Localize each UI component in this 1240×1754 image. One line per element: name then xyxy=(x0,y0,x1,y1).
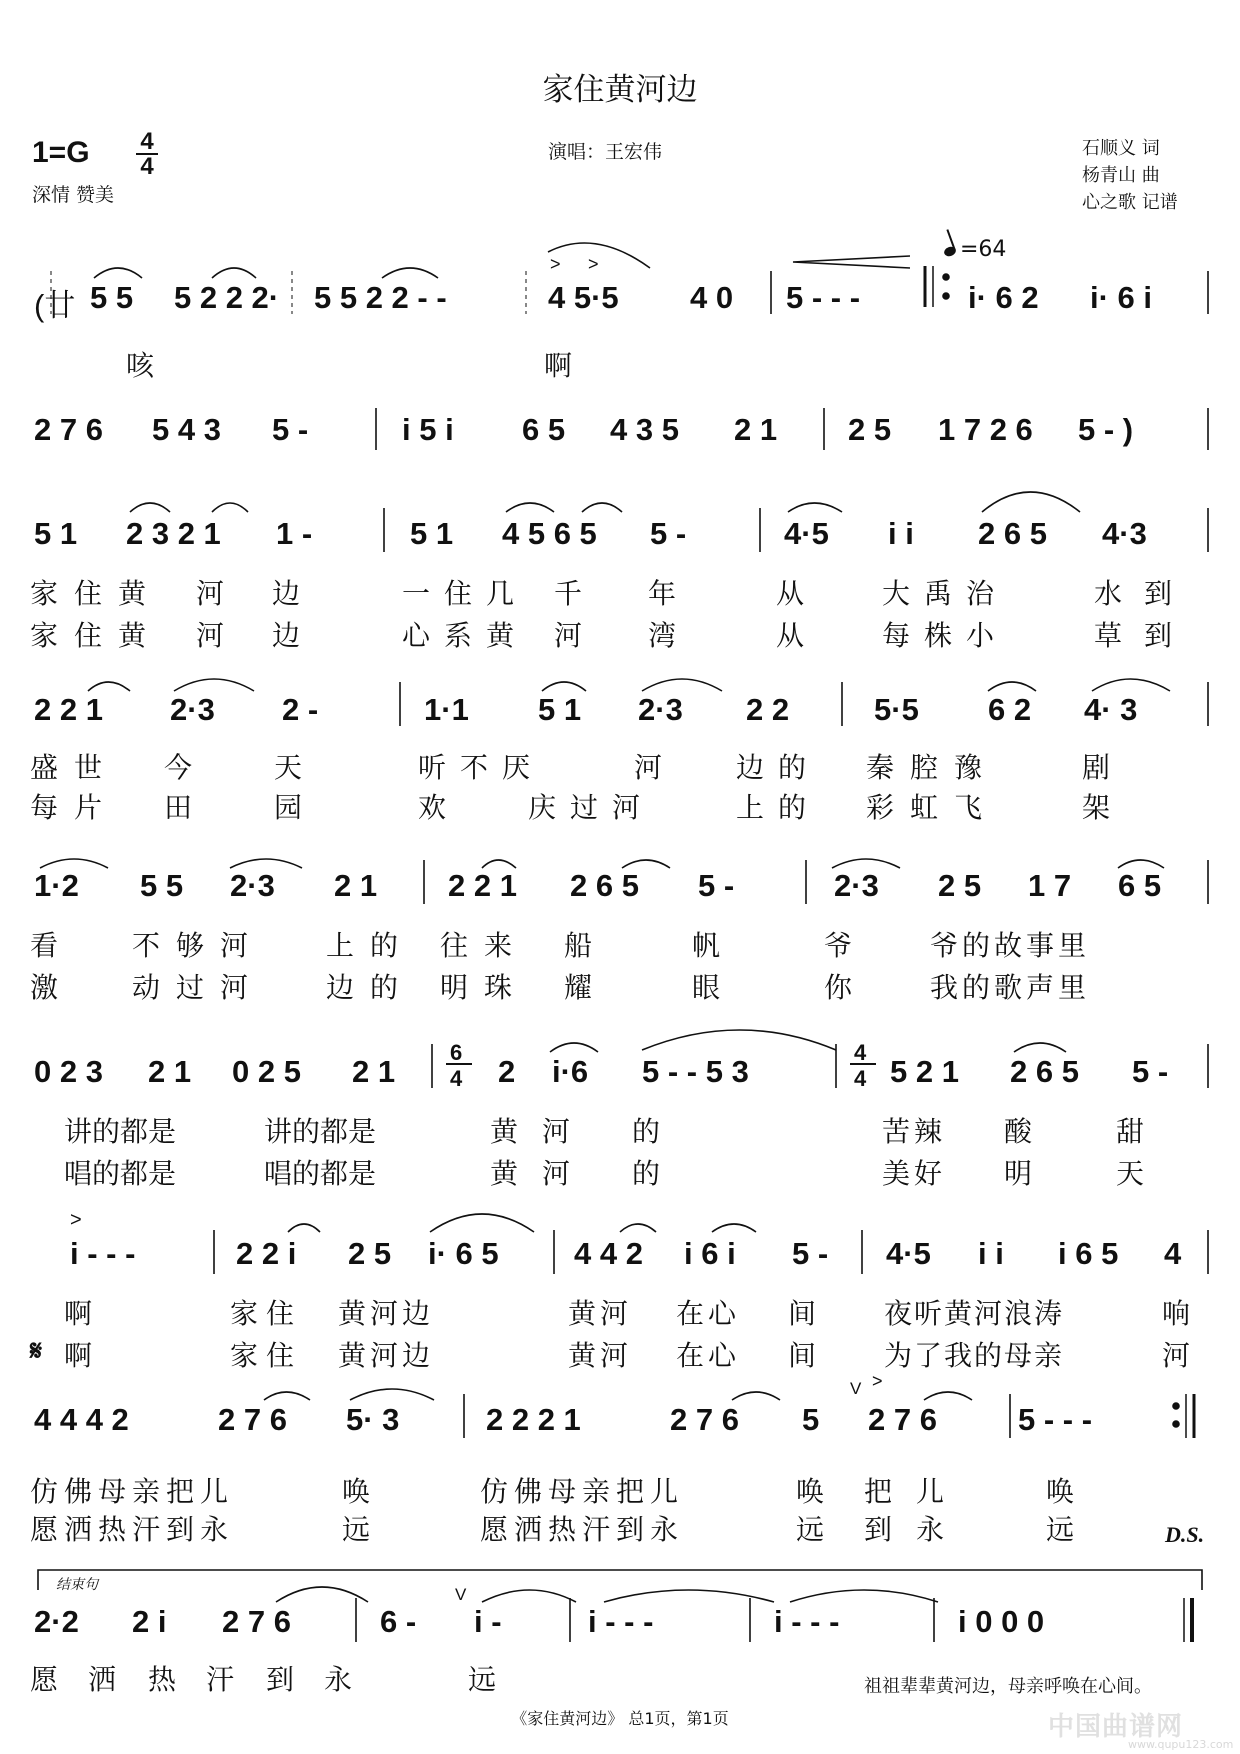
lyric-syllable: 爷的故事里 xyxy=(930,929,1091,962)
lyric-syllable: 架 xyxy=(1082,791,1111,824)
lyric-syllable: 夜听黄河浪涛 xyxy=(884,1297,1065,1330)
lyric-syllable: 彩虹飞 xyxy=(866,791,999,824)
note-group: i· 6 5 xyxy=(428,1236,499,1271)
note-group: 5 - xyxy=(792,1236,829,1271)
lyric-syllable: 一住几 xyxy=(402,577,529,610)
lyric-syllable: 草到 xyxy=(1094,619,1195,652)
note-group: 4·5 xyxy=(784,516,829,551)
lyric-syllable: 船 xyxy=(564,929,593,962)
note-group: 2 5 xyxy=(348,1236,392,1271)
lyric-syllable: 边的 xyxy=(736,751,821,784)
lyric-syllable: 永 xyxy=(324,1663,353,1696)
lyric-syllable: 每株小 xyxy=(882,619,1009,652)
lyric-syllable: 在心 xyxy=(676,1297,741,1330)
note-group: 2 7 6 xyxy=(868,1402,937,1437)
lyric-syllable: 爷 xyxy=(824,929,853,962)
lyric-syllable: 年 xyxy=(648,577,677,610)
song-title: 家住黄河边 xyxy=(542,72,698,108)
lyric-syllable: 不够河 xyxy=(132,929,265,962)
lyric-syllable: 欢 xyxy=(418,791,447,824)
note-group: 5 - xyxy=(698,868,735,903)
note-group: 2·3 xyxy=(170,692,215,727)
singer-credit: 演唱：王宏伟 xyxy=(548,141,663,163)
lyric-syllable: 田 xyxy=(164,791,193,824)
lyric-syllable: 园 xyxy=(274,791,303,824)
note-group: 5 - - - xyxy=(786,280,861,315)
lyric-syllable: 愿 xyxy=(30,1663,59,1696)
note-group: 5 1 xyxy=(410,516,454,551)
note-group: 2 2 i xyxy=(236,1236,297,1271)
lyric-syllable: 明 xyxy=(1004,1157,1033,1190)
lyric-syllable: 我的歌声里 xyxy=(930,971,1091,1004)
note-group: i 0 0 0 xyxy=(958,1604,1045,1639)
note-group: 2 2 xyxy=(746,692,790,727)
lyric-syllable: 听不厌 xyxy=(418,751,545,784)
lyric-syllable: 天 xyxy=(1116,1157,1145,1190)
note-group: 4 4 4 2 xyxy=(34,1402,129,1437)
meter-bottom: 4 xyxy=(450,1066,463,1091)
note-group: 5 5 xyxy=(140,868,184,903)
svg-text:>: > xyxy=(872,1371,883,1391)
tempo-value: =64 xyxy=(960,237,1007,262)
note-group: 5 1 xyxy=(34,516,78,551)
meter-top: 4 xyxy=(140,128,154,155)
lyric-syllable: 家住黄 xyxy=(30,619,163,652)
note-group: 1 7 xyxy=(1028,868,1072,903)
note-group: 2 i xyxy=(132,1604,167,1639)
note-group: 1 7 2 6 xyxy=(938,412,1033,447)
note-group: 2·3 xyxy=(834,868,879,903)
lyric-syllable: 河 xyxy=(196,619,225,652)
lyric-syllable: 上的 xyxy=(736,791,821,824)
composer-credit: 杨青山 曲 xyxy=(1082,165,1160,186)
meter-bottom: 4 xyxy=(140,153,154,180)
svg-text:>: > xyxy=(550,254,561,274)
lyric-syllable: 耀 xyxy=(564,971,593,1004)
lyric-syllable: 到 xyxy=(266,1663,295,1696)
note-group: 1·2 xyxy=(34,868,79,903)
lyric-syllable: 远 xyxy=(342,1513,371,1546)
note-group: 4 4 2 xyxy=(574,1236,643,1271)
dal-segno-marking: D.S. xyxy=(1165,1522,1205,1547)
lyric-syllable: 唱的都是 xyxy=(264,1157,377,1190)
note-group: 2 7 6 xyxy=(222,1604,291,1639)
lyric-syllable: 热 xyxy=(148,1663,177,1696)
lyric-syllable: 边的 xyxy=(326,971,415,1004)
note-group: 4 5·5 xyxy=(548,280,619,315)
note-group: 5 1 xyxy=(538,692,582,727)
svg-text:>: > xyxy=(588,254,599,274)
lyric-syllable: 河 xyxy=(554,619,583,652)
note-group: 5 - xyxy=(1132,1054,1169,1089)
note-group: 2 2 1 xyxy=(34,692,103,727)
lyric-syllable: 今 xyxy=(164,751,193,784)
slur xyxy=(548,243,650,268)
lyric-syllable: 远 xyxy=(1046,1513,1075,1546)
note-group: 5 5 2 2 - - xyxy=(314,280,447,315)
note-group: 5 5 xyxy=(90,280,134,315)
lyric-syllable: 往来 xyxy=(440,929,529,962)
lyric-syllable: 仿佛母亲把儿 xyxy=(480,1475,685,1508)
note-group: 4·5 xyxy=(886,1236,931,1271)
lyric-syllable: 明珠 xyxy=(440,971,529,1004)
lyric-syllable: 唤 xyxy=(796,1475,825,1508)
lyric-syllable: 湾 xyxy=(648,619,677,652)
note-group: 5 2 2 2· xyxy=(174,280,280,315)
key-signature: 1=G xyxy=(32,136,90,169)
note-group: 0 2 3 xyxy=(34,1054,103,1089)
lyric-syllable: 帆 xyxy=(692,929,721,962)
lyric-syllable: 美好 xyxy=(882,1157,947,1190)
note-group: 2 1 xyxy=(352,1054,396,1089)
crescendo-hairpin xyxy=(793,256,910,268)
svg-text:V: V xyxy=(455,1585,467,1604)
lyric-syllable: 的 xyxy=(632,1115,661,1148)
lyric-syllable: 间 xyxy=(788,1297,817,1330)
note-group: 5 2 1 xyxy=(890,1054,959,1089)
note-group: 2 5 xyxy=(848,412,892,447)
lyric-syllable: 愿洒热汗到永 xyxy=(30,1513,235,1546)
note-group: 2·3 xyxy=(230,868,275,903)
note-group: 2 7 6 xyxy=(218,1402,287,1437)
watermark-url: www.qupu123.com xyxy=(1128,1738,1234,1751)
lyric-syllable: 黄河边 xyxy=(338,1297,435,1330)
lyric-syllable: 汗 xyxy=(206,1663,235,1696)
watermark-logo: 中国曲谱网 xyxy=(1048,1712,1184,1742)
lyric-syllable: 甜 xyxy=(1116,1115,1145,1148)
lyric-syllable: 家住 xyxy=(230,1339,303,1372)
lyric-syllable: 大禹治 xyxy=(882,577,1009,610)
note-group: 4· 3 xyxy=(1084,692,1138,727)
coda-label: 结束句 xyxy=(56,1577,98,1593)
lyric-syllable: 啊 xyxy=(64,1297,93,1330)
note-group: 2 3 2 1 xyxy=(126,516,221,551)
lyric-syllable: 啊 xyxy=(544,349,573,382)
lyric-syllable: 到永 xyxy=(864,1513,969,1546)
lyric-syllable: 讲的都是 xyxy=(64,1115,177,1148)
page-footer: 《家住黄河边》 总1页，第1页 xyxy=(511,1709,729,1728)
note-group: 2 2 2 1 xyxy=(486,1402,581,1437)
lyric-syllable: 从 xyxy=(776,577,805,610)
note-group: 4 0 xyxy=(690,280,734,315)
lyric-syllable: 家住黄 xyxy=(30,577,163,610)
note-group: 4 xyxy=(1164,1236,1182,1271)
lyric-syllable: 响 xyxy=(1162,1297,1191,1330)
lyric-syllable: 愿洒热汗到永 xyxy=(480,1513,685,1546)
lyric-syllable: 庆过河 xyxy=(528,791,655,824)
lyric-syllable: 远 xyxy=(468,1663,497,1696)
note-group: 5 - xyxy=(650,516,687,551)
lyric-syllable: 河 xyxy=(634,751,663,784)
slur xyxy=(94,268,142,278)
lyric-syllable: 河 xyxy=(1162,1339,1191,1372)
lyric-syllable: 边 xyxy=(272,619,301,652)
lyric-syllable: 讲的都是 xyxy=(264,1115,377,1148)
lyric-syllable: 黄河 xyxy=(568,1339,633,1372)
note-group: 6 2 xyxy=(988,692,1032,727)
note-group: 2 xyxy=(498,1054,516,1089)
lyric-syllable: 河 xyxy=(196,577,225,610)
note-group: 2 5 xyxy=(938,868,982,903)
note-group: 1 - xyxy=(276,516,313,551)
meter-top: 6 xyxy=(450,1040,463,1065)
note-group: 2 1 xyxy=(334,868,378,903)
lyric-syllable: 心系黄 xyxy=(402,619,529,652)
note-group: 5· 3 xyxy=(346,1402,400,1437)
lyric-syllable: 看 xyxy=(30,929,59,962)
note-group: i·6 xyxy=(552,1054,589,1089)
note-group: 0 2 5 xyxy=(232,1054,301,1089)
lyric-syllable: 上的 xyxy=(326,929,415,962)
note-group: i i xyxy=(978,1236,1004,1271)
lyric-syllable: 洒 xyxy=(88,1663,117,1696)
note-group: 5 xyxy=(802,1402,820,1437)
note-group: 2·3 xyxy=(638,692,683,727)
lyric-syllable: 边 xyxy=(272,577,301,610)
note-group: 2 6 5 xyxy=(1010,1054,1079,1089)
lyric-syllable: 黄河 xyxy=(490,1115,595,1148)
meter-top: 4 xyxy=(854,1040,867,1065)
note-group: 6 - xyxy=(380,1604,417,1639)
note-group: 4·3 xyxy=(1102,516,1147,551)
lyric-syllable: 的 xyxy=(632,1157,661,1190)
note-group: i - - - xyxy=(774,1604,840,1639)
note-group: 5 - - 5 3 xyxy=(642,1054,749,1089)
lyric-syllable: 在心 xyxy=(676,1339,741,1372)
closing-text: 祖祖辈辈黄河边，母亲呼唤在心间。 xyxy=(864,1676,1152,1697)
transcriber-credit: 心之歌 记谱 xyxy=(1082,192,1178,213)
note-group: 2 - xyxy=(282,692,319,727)
lyric-syllable: 动过河 xyxy=(132,971,265,1004)
note-group: 6 5 xyxy=(1118,868,1162,903)
lyric-syllable: 从 xyxy=(776,619,805,652)
note-group: 2 6 5 xyxy=(570,868,639,903)
note-group: 2·2 xyxy=(34,1604,79,1639)
lyric-syllable: 间 xyxy=(788,1339,817,1372)
note-group: 6 5 xyxy=(522,412,566,447)
note-group: i 6 5 xyxy=(1058,1236,1119,1271)
meter-bottom: 4 xyxy=(854,1066,867,1091)
note-group: 4 3 5 xyxy=(610,412,679,447)
lyric-syllable: 你 xyxy=(824,971,853,1004)
note-group: 5 - ) xyxy=(1078,412,1134,447)
lyric-syllable: 唤 xyxy=(1046,1475,1075,1508)
note-group: i - - - xyxy=(70,1236,136,1271)
segno-icon: 𝄋 xyxy=(30,1334,43,1367)
lyric-syllable: 仿佛母亲把儿 xyxy=(30,1475,235,1508)
lyric-syllable: 天 xyxy=(274,751,303,784)
note-group: 2 7 6 xyxy=(34,412,103,447)
intro-mark: (廿 xyxy=(34,288,76,323)
lyric-syllable: 秦腔豫 xyxy=(866,751,999,784)
svg-text:>: > xyxy=(70,1209,82,1231)
note-group: 2 2 1 xyxy=(448,868,517,903)
lyricist-credit: 石顺义 词 xyxy=(1082,138,1160,159)
expression-marking: 深情 赞美 xyxy=(32,184,115,206)
note-group: i 5 i xyxy=(402,412,454,447)
note-group: 2 6 5 xyxy=(978,516,1047,551)
note-group: 2 1 xyxy=(148,1054,192,1089)
svg-text:V: V xyxy=(850,1379,862,1398)
lyric-syllable: 黄河 xyxy=(568,1297,633,1330)
lyric-syllable: 黄河 xyxy=(490,1157,595,1190)
lyric-syllable: 唤 xyxy=(342,1475,371,1508)
note-group: 4 5 6 5 xyxy=(502,516,597,551)
lyric-syllable: 水到 xyxy=(1094,577,1195,610)
lyric-syllable: 盛世 xyxy=(30,751,119,784)
note-group: 5 - xyxy=(272,412,309,447)
lyric-syllable: 把儿 xyxy=(864,1475,969,1508)
note-group: i - - - xyxy=(588,1604,654,1639)
lyric-syllable: 眼 xyxy=(692,971,721,1004)
note-group: 2 7 6 xyxy=(670,1402,739,1437)
lyric-syllable: 家住 xyxy=(230,1297,303,1330)
slur xyxy=(212,268,256,278)
lyric-syllable: 咳 xyxy=(126,349,155,382)
lyric-syllable: 剧 xyxy=(1082,751,1111,784)
note-group: 5·5 xyxy=(874,692,919,727)
lyric-syllable: 唱的都是 xyxy=(64,1157,177,1190)
lyric-syllable: 啊 xyxy=(64,1339,93,1372)
lyric-syllable: 激 xyxy=(30,971,59,1004)
lyric-syllable: 千 xyxy=(554,577,583,610)
lyric-syllable: 每片 xyxy=(30,791,119,824)
note-group: 5 - - - xyxy=(1018,1402,1093,1437)
note-group: 5 4 3 xyxy=(152,412,221,447)
note-group: i 6 i xyxy=(684,1236,736,1271)
lyric-syllable: 为了我的母亲 xyxy=(884,1339,1065,1372)
note-group: i - xyxy=(474,1604,502,1639)
lyric-syllable: 酸 xyxy=(1004,1115,1033,1148)
note-group: i· 6 i xyxy=(1090,280,1153,315)
note-group: 1·1 xyxy=(424,692,469,727)
lyric-syllable: 黄河边 xyxy=(338,1339,435,1372)
slur xyxy=(382,268,438,278)
note-group: i· 6 2 xyxy=(968,280,1039,315)
note-group: 2 1 xyxy=(734,412,778,447)
lyric-syllable: 苦辣 xyxy=(882,1115,947,1148)
note-group: i i xyxy=(888,516,914,551)
lyric-syllable: 远 xyxy=(796,1513,825,1546)
